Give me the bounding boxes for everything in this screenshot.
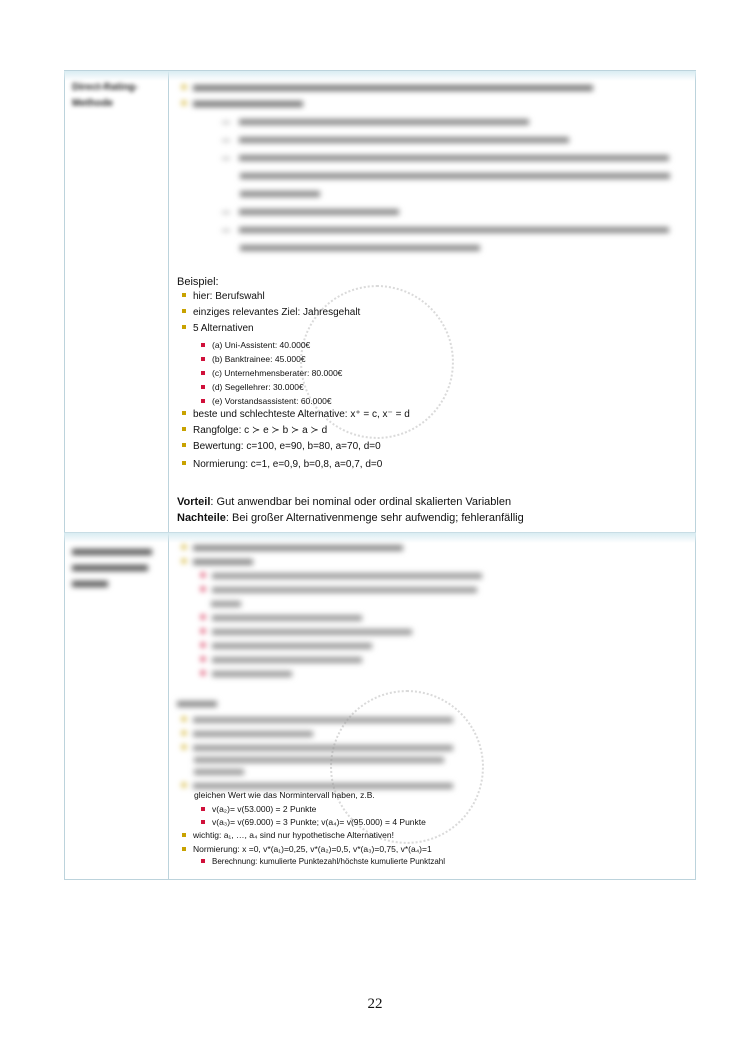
alternative-item: (c) Unternehmensberater: 80.000€ [201,366,342,380]
page-number: 22 [367,996,383,1012]
row-shading [64,71,696,81]
list-item: 5 Alternativen [182,322,254,336]
list-item: Rangfolge: c ≻ e ≻ b ≻ a ≻ d [182,424,327,438]
list-item: Normierung: x =0, v*(a₁)=0,25, v*(a₂)=0,5, v*(a₃)=0,75, v*(a₄)=1 [182,842,432,856]
list-item: Normierung: c=1, e=0,9, b=0,8, a=0,7, d=0 [182,458,382,472]
example-heading: Beispiel: [177,276,219,288]
section-label-methode-gleicher-wertdifferenzen [72,544,152,587]
nachteile-line: Nachteile: Bei großer Alternativenmenge sehr aufwendig; fehleranfällig [177,512,524,524]
column-divider [168,70,169,880]
list-item: Bewertung: c=100, e=90, b=80, a=70, d=0 [182,440,381,454]
list-item: hier: Berufswahl [182,290,265,304]
list-item: wichtig: a₁, …, a₄ sind nur hypothetische Alternativen! [182,828,394,842]
calc-note: Berechnung: kumulierte Punktezahl/höchste kumulierte Punktzahl [201,855,445,869]
list-item: beste und schlechteste Alternative: x⁺ = c, x⁻ = d [182,408,410,422]
alternative-item: (d) Segellehrer: 30.000€ [201,380,304,394]
alternative-item: (b) Banktrainee: 45.000€ [201,352,306,366]
sub-item: v(a₂)= v(53.000) = 2 Punkte [201,802,316,816]
example-continuation: gleichen Wert wie das Normintervall haben, z.B. [194,790,375,800]
list-item: einziges relevantes Ziel: Jahresgehalt [182,306,360,320]
sub-item: v(a₃)= v(69.000) = 3 Punkte; v(a₄)= v(95.000) = 4 Punkte [201,815,426,829]
section-label-direct-rating: Direct-Rating- Methode [72,82,139,109]
vorteil-line: Vorteil: Gut anwendbar bei nominal oder ordinal skalierten Variablen [177,496,512,508]
alternative-item: (e) Vorstandsassistent: 60.000€ [201,394,332,408]
alternative-item: (a) Uni-Assistent: 40.000€ [201,338,310,352]
